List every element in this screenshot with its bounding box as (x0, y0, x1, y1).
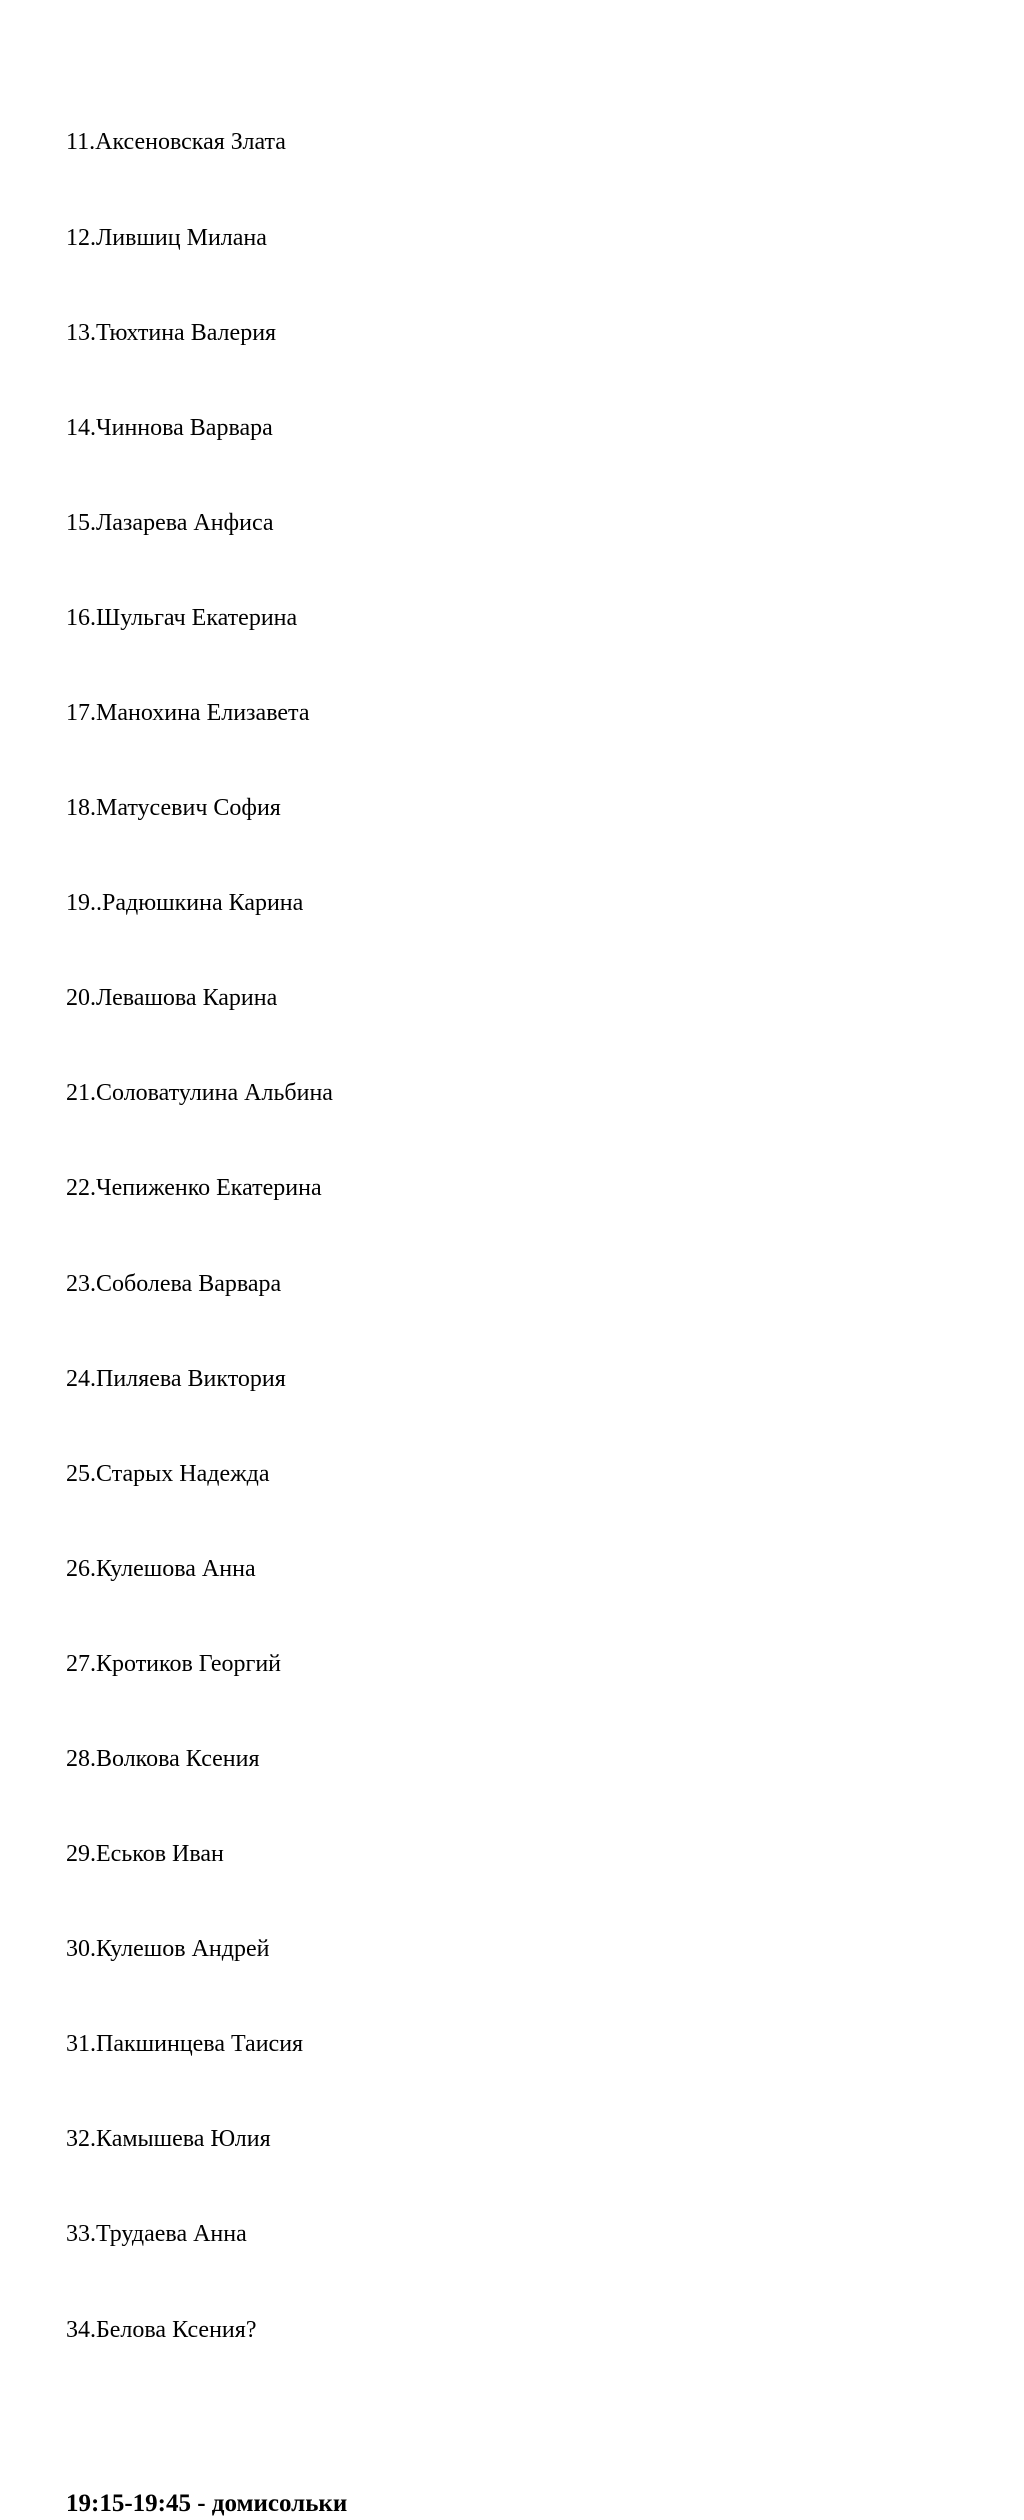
list-item: 25.Старых Надежда (66, 1460, 270, 1487)
list-item: 13.Тюхтина Валерия (66, 319, 277, 346)
list-item: 12.Лившиц Милана (66, 224, 267, 251)
list-item: 16.Шульгач Екатерина (66, 604, 298, 631)
list-item: 11.Аксеновская Злата (66, 129, 286, 156)
list-item: 15.Лазарева Анфиса (66, 509, 274, 536)
list-item: 34.Белова Ксения? (66, 2316, 257, 2343)
list-item: 14.Чиннова Варвара (66, 414, 273, 441)
list-item: 32.Камышева Юлия (66, 2126, 271, 2153)
list-item: 29.Еськов Иван (66, 1841, 224, 1868)
list-item: 17.Манохина Елизавета (66, 699, 310, 726)
list-item: 24.Пиляева Виктория (66, 1365, 286, 1392)
list-item: 30.Кулешов Андрей (66, 1936, 270, 1963)
list-item: 20.Левашова Карина (66, 985, 278, 1012)
list-item: 23.Соболева Варвара (66, 1270, 282, 1297)
list-item: 28.Волкова Ксения (66, 1746, 260, 1772)
list-item: 18.Матусевич София (66, 795, 281, 822)
schedule-line: 19:15-19:45 - домисольки (66, 2489, 348, 2517)
list-item: 22.Чепиженко Екатерина (66, 1175, 322, 1202)
list-item: 27.Кротиков Георгий (66, 1650, 282, 1677)
list-item: 33.Трудаева Анна (66, 2221, 247, 2248)
list-item: 31.Пакшинцева Таисия (66, 2031, 304, 2058)
list-item: 21.Соловатулина Альбина (66, 1080, 333, 1107)
list-item: 26.Кулешова Анна (66, 1555, 256, 1582)
list-item: 19..Радюшкина Карина (66, 890, 304, 917)
